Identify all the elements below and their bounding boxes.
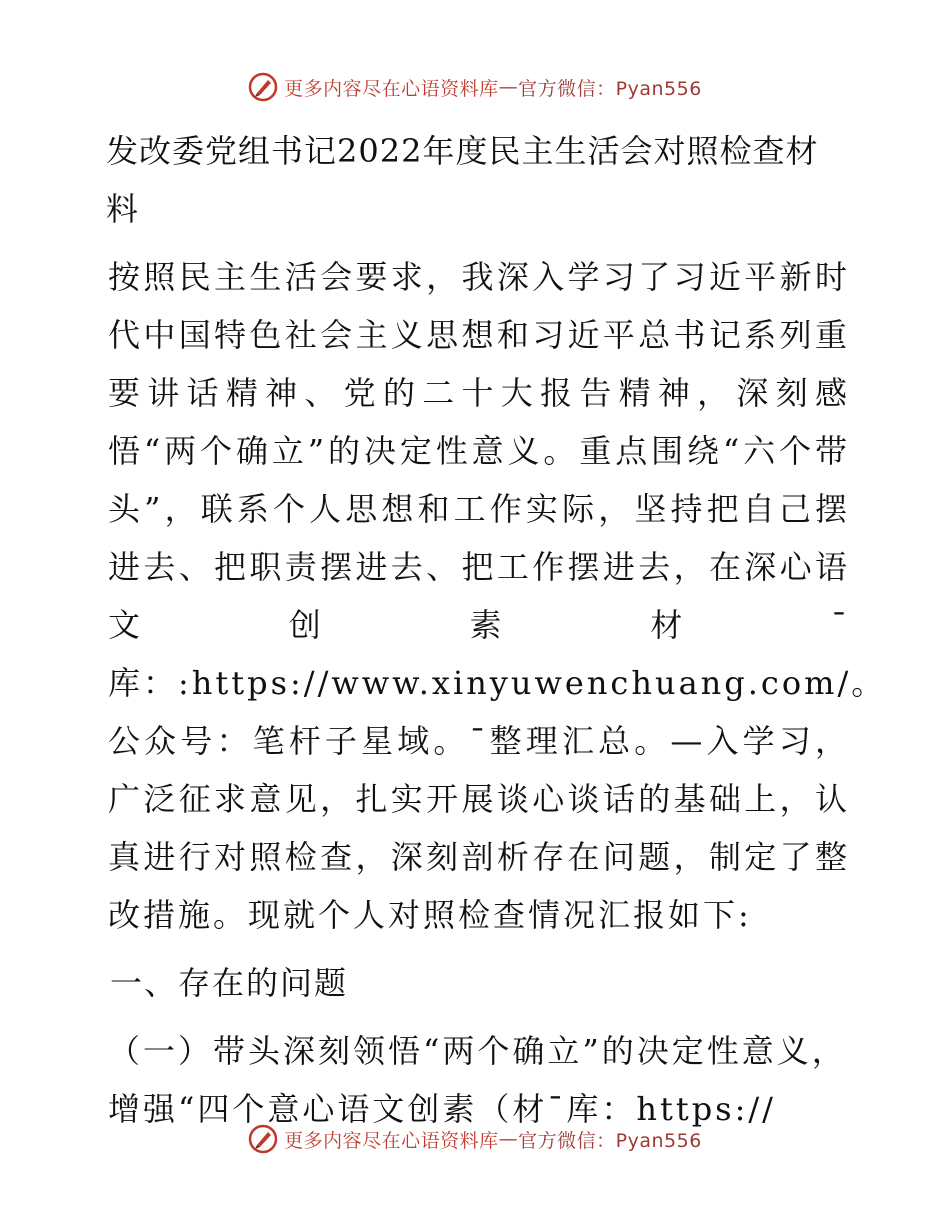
banner-dash: —	[498, 76, 519, 98]
section-heading: 一、存在的问题	[110, 964, 349, 1002]
subsection-paragraph: （一）带头深刻领悟“两个确立”的决定性意义，增强“四个意心语文创素（材¯库：https://	[108, 1032, 847, 1128]
banner-contact: 官方微信：Pyan556	[518, 1129, 702, 1152]
pen-logo-icon	[248, 72, 278, 102]
pen-logo-icon	[248, 1124, 278, 1154]
document-body	[98, 122, 887, 1138]
footer-watermark-banner	[0, 1124, 950, 1154]
document-title: 发改委党组书记2022年度民主生活会对照检查材料	[106, 132, 819, 228]
banner-text: 更多内容尽在心语资料库	[284, 77, 499, 100]
header-watermark-banner	[0, 72, 950, 102]
intro-paragraph: 按照民主生活会要求，我深入学习了习近平新时代中国特色社会主义思想和习近平总书记系列重要讲话精神、党的二十大报告精神，深刻感悟“两个确立”的决定性意义。重点围绕“六个带头”，联系个人思想和工作实际，坚持把自己摆进去、把职责摆进去、把工作摆进去，在深心语文创素材¯库：:https://www.xinyuwenchuang.com/。公众号：笔杆子星域。¯整理汇总。—入学习，广泛征求意见，扎实开展谈心谈话的基础上，认真进行对照检查，深刻剖析存在问题，制定了整改措施。现就个人对照检查情况汇报如下:	[108, 258, 887, 934]
banner-text: 更多内容尽在心语资料库	[284, 1129, 499, 1152]
banner-contact: 官方微信：Pyan556	[518, 77, 702, 100]
banner-dash: —	[498, 1128, 519, 1150]
